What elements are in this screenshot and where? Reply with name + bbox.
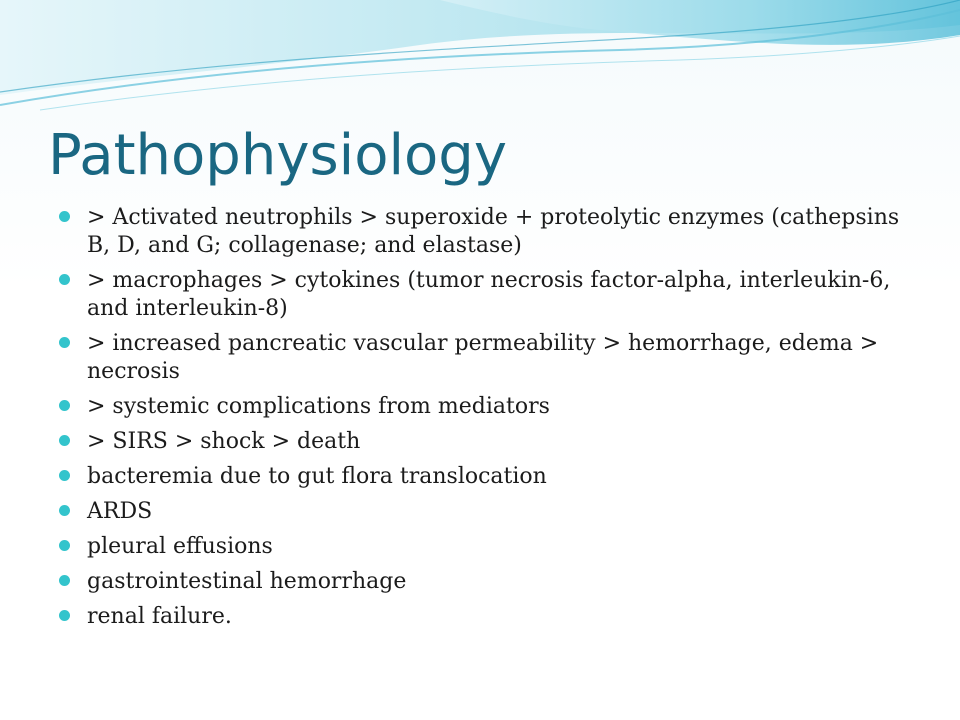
- bullet-text: > SIRS > shock > death: [87, 429, 361, 454]
- bullet-dot-icon: [59, 505, 70, 516]
- bullet-list: [58, 204, 918, 638]
- bullet-dot-icon: [59, 435, 70, 446]
- bullet-text: > Activated neutrophils > superoxide + proteolytic enzymes (cathepsins B, D, and G; collagenase; and elastase): [87, 205, 900, 258]
- bullet-dot-icon: [59, 274, 70, 285]
- bullet-dot-icon: [59, 211, 70, 222]
- list-item: [58, 603, 918, 631]
- bullet-text: > increased pancreatic vascular permeability > hemorrhage, edema > necrosis: [87, 331, 879, 384]
- bullet-dot-icon: [59, 400, 70, 411]
- bullet-text: pleural effusions: [87, 534, 273, 559]
- list-item: [58, 204, 918, 260]
- bullet-dot-icon: [59, 337, 70, 348]
- list-item: [58, 393, 918, 421]
- bullet-dot-icon: [59, 470, 70, 481]
- list-item: [58, 463, 918, 491]
- bullet-text: gastrointestinal hemorrhage: [87, 569, 407, 594]
- list-item: [58, 330, 918, 386]
- bullet-dot-icon: [59, 575, 70, 586]
- bullet-text: > systemic complications from mediators: [87, 394, 550, 419]
- bullet-text: ARDS: [87, 499, 153, 524]
- list-item: [58, 533, 918, 561]
- header-wave-decoration: [0, 0, 960, 130]
- bullet-text: bacteremia due to gut flora translocation: [87, 464, 547, 489]
- list-item: [58, 568, 918, 596]
- slide-title: Pathophysiology: [48, 123, 507, 188]
- bullet-dot-icon: [59, 610, 70, 621]
- bullet-text: renal failure.: [87, 604, 232, 629]
- list-item: [58, 428, 918, 456]
- list-item: [58, 498, 918, 526]
- bullet-dot-icon: [59, 540, 70, 551]
- list-item: [58, 267, 918, 323]
- bullet-text: > macrophages > cytokines (tumor necrosis factor-alpha, interleukin-6, and interleukin-8): [87, 268, 891, 321]
